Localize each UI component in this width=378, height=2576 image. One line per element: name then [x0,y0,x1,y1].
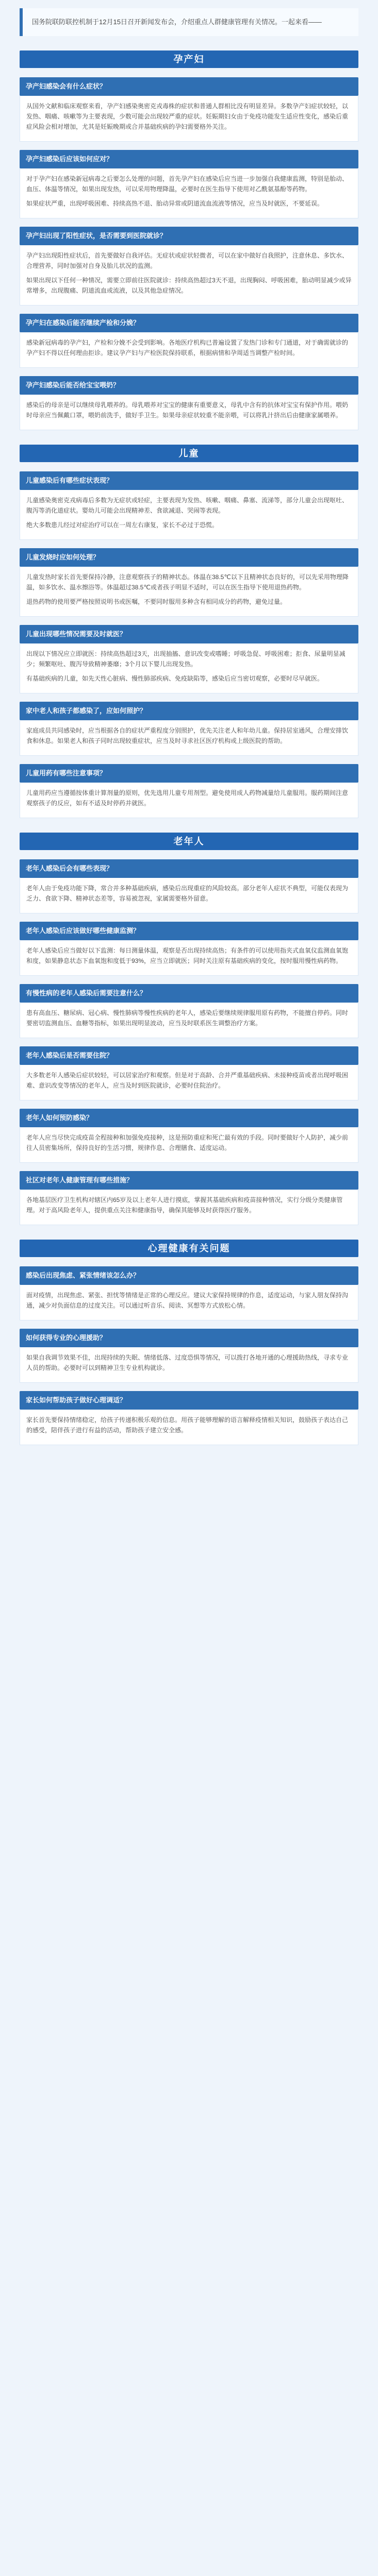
answer-paragraph: 面对疫情，出现焦虑、紧张、担忧等情绪是正常的心理反应。建议大家保持规律的作息，适度运动，与家人朋友保持沟通，减少对负面信息的过度关注。可以通过听音乐、阅读、冥想等方式放松心情。 [26,1292,349,1309]
answer-paragraph: 儿童用药应当遵循按体重计算剂量的原则，优先选用儿童专用剂型。避免使用成人药物减量给儿童服用。服药期间注意观察孩子的反应，如有不适及时停药并就医。 [26,789,349,807]
answer-paragraph: 孕产妇出现阳性症状后，首先要做好自我评估。无症状或症状轻微者，可以在家中做好自我照护，注意休息、多饮水、合理营养，同时加强对自身及胎儿状况的监测。 [26,252,349,269]
question-heading: 儿童发烧时应如何处理？ [20,548,358,567]
answer-body [20,783,358,818]
question-heading: 家中老人和孩子都感染了，应如何照护？ [20,702,358,720]
qa-item [20,376,358,430]
answer-paragraph: 儿童感染奥密克戎病毒后多数为无症状或轻症，主要表现为发热、咳嗽、咽痛、鼻塞、流涕等，部分儿童会出现呕吐、腹泻等消化道症状。婴幼儿可能会出现精神差、食欲减退、哭闹等表现。 [26,497,349,514]
qa-item [20,548,358,617]
answer-body [20,395,358,430]
answer-paragraph: 对于孕产妇在感染新冠病毒之后要怎么处理的问题，首先孕产妇在感染后应当进一步加强自我健康监测，特别是胎动、血压、体温等情况，如果出现发热，可以采用物理降温，必要时在医生指导下使用对乙酰氨基酚等药物。 [26,175,349,193]
answer-paragraph: 老年人感染后应当做好以下监测：每日测量体温，观察是否出现持续高热；有条件的可以使用指夹式血氧仪监测血氧饱和度，如果静息状态下血氧饱和度低于93%，应当立即就医；同时关注原有基础疾病的变化，按时服用慢性病药物。 [26,947,349,964]
answer-paragraph: 感染新冠病毒的孕产妇，产检和分娩不会受到影响。各地医疗机构已普遍设置了发热门诊和专门通道，对于确需就诊的孕产妇不得以任何理由拒诊。建议孕产妇与产检医院保持联系，根据病情和孕周适当调整产检时间。 [26,339,349,357]
answer-paragraph: 家庭成员共同感染时，应当根据各自的症状严重程度分别照护，优先关注老人和年幼儿童。保持居室通风，合理安排饮食和休息。如果老人和孩子同时出现较重症状，应当及时寻求社区医疗机构或上级医院的帮助。 [26,727,349,744]
answer-paragraph: 退热药物的使用要严格按照说明书或医嘱，不要同时服用多种含有相同成分的药物，避免过量。 [26,598,287,605]
qa-item [20,1391,358,1445]
intro-text: 国务院联防联控机制于12月15日召开新闻发布会，介绍重点人群健康管理有关情况。一起来看—— [20,8,358,36]
answer-paragraph: 患有高血压、糖尿病、冠心病、慢性肺病等慢性疾病的老年人，感染后要继续规律服用原有药物，不能擅自停药。同时要密切监测血压、血糖等指标，如果出现明显波动，应当及时联系医生调整治疗方案。 [26,1009,349,1027]
answer-paragraph: 如果出现以下任何一种情况，需要立即前往医院就诊：持续高热超过3天不退，出现胸闷、呼吸困难，胎动明显减少或异常增多，出现腹痛、阴道流血或流液，以及其他急症情况。 [26,277,352,294]
answer-body [20,1410,358,1445]
answer-paragraph: 绝大多数患儿经过对症治疗可以在一周左右康复，家长不必过于恐慌。 [26,521,219,529]
question-heading: 孕产妇感染后能否给宝宝喂奶？ [20,376,358,395]
qa-item [20,314,358,368]
answer-body [20,878,358,913]
article-page [0,8,378,2576]
question-heading: 儿童感染后有哪些症状表现？ [20,471,358,490]
section-banner: 心理健康有关问题 [20,1240,358,1257]
answer-body [20,1003,358,1038]
qa-item [20,1266,358,1320]
question-heading: 社区对老年人健康管理有哪些措施？ [20,1171,358,1190]
question-heading: 儿童用药有哪些注意事项？ [20,764,358,783]
question-heading: 有慢性病的老年人感染后需要注意什么？ [20,984,358,1003]
answer-body [20,643,358,693]
answer-body [20,168,358,218]
qa-item [20,764,358,818]
answer-body [20,940,358,976]
question-heading: 老年人感染后是否需要住院？ [20,1046,358,1065]
question-heading: 如何获得专业的心理援助？ [20,1329,358,1347]
question-heading: 儿童出现哪些情况需要及时就医？ [20,625,358,643]
answer-body [20,1347,358,1383]
qa-item [20,1171,358,1225]
answer-body [20,1190,358,1225]
answer-paragraph: 家长首先要保持情绪稳定，给孩子传递积极乐观的信息。用孩子能够理解的语言解释疫情相关知识，鼓励孩子表达自己的感受，陪伴孩子进行有益的活动，帮助孩子建立安全感。 [26,1416,349,1434]
qa-item [20,859,358,913]
answer-paragraph: 各地基层医疗卫生机构对辖区内65岁及以上老年人进行摸底，掌握其基础疾病和疫苗接种情况，实行分级分类健康管理。对于高风险老年人，提供重点关注和健康指导，确保其能够及时获得医疗服务。 [26,1196,343,1214]
answer-paragraph: 感染后的母亲是可以继续母乳喂养的。母乳喂养对宝宝的健康有重要意义，母乳中含有的抗体对宝宝有保护作用。喂奶时母亲应当佩戴口罩，喂奶前洗手，做好手卫生。如果母亲症状较重不能亲喂，可以将乳汁挤出后由健康家属喂养。 [26,401,349,419]
answer-body [20,1285,358,1320]
qa-item [20,77,358,142]
answer-paragraph: 儿童发热时家长首先要保持冷静，注意观察孩子的精神状态。体温在38.5℃以下且精神状态良好的，可以先采用物理降温，如多饮水、温水擦浴等。体温超过38.5℃或者孩子明显不适时，可以在医生指导下使用退热药物。 [26,573,349,591]
qa-item [20,150,358,218]
question-heading: 孕产妇感染会有什么症状？ [20,77,358,96]
answer-body [20,720,358,756]
answer-paragraph: 有基础疾病的儿童，如先天性心脏病、慢性肺部疾病、免疫缺陷等，感染后应当密切观察，必要时尽早就医。 [26,675,324,682]
section-banner: 孕产妇 [20,50,358,68]
answer-body [20,96,358,142]
qa-item [20,471,358,540]
article-content [20,50,358,1445]
question-heading: 孕产妇出现了阳性症状，是否需要到医院就诊？ [20,227,358,245]
question-heading: 老年人如何预防感染？ [20,1109,358,1127]
answer-paragraph: 如果自我调节效果不佳，出现持续的失眠、情绪低落、过度恐惧等情况，可以拨打各地开通的心理援助热线，寻求专业人员的帮助。必要时可以到精神卫生专业机构就诊。 [26,1354,349,1371]
qa-item [20,1109,358,1163]
question-heading: 孕产妇感染后应该如何应对？ [20,150,358,168]
qa-item [20,227,358,306]
answer-paragraph: 老年人应当尽快完成疫苗全程接种和加强免疫接种，这是预防重症和死亡最有效的手段。同时要做好个人防护，减少前往人员密集场所，保持良好的生活习惯，规律作息、合理膳食、适度运动。 [26,1134,349,1151]
qa-item [20,922,358,976]
answer-body [20,567,358,617]
question-heading: 家长如何帮助孩子做好心理调适？ [20,1391,358,1410]
qa-item [20,702,358,756]
section-banner: 老年人 [20,833,358,850]
answer-body [20,1065,358,1100]
qa-item [20,1329,358,1383]
answer-paragraph: 老年人由于免疫功能下降，常合并多种基础疾病，感染后出现重症的风险较高。部分老年人症状不典型，可能仅表现为乏力、食欲下降、精神状态差等，容易被忽视，家属需要格外留意。 [26,885,349,902]
question-heading: 老年人感染后应该做好哪些健康监测？ [20,922,358,940]
answer-paragraph: 从国外文献和临床观察来看，孕产妇感染奥密克戎毒株的症状和普通人群相比没有明显差异。多数孕产妇症状较轻，以发热、咽痛、咳嗽等为主要表现，少数可能会出现较严重的症状。妊娠期妇女由于免疫功能发生适应性变化，感染后重症风险会相对增加，尤其是妊娠晚期或合并基础疾病的孕妇需要格外关注。 [26,103,349,130]
section-banner: 儿童 [20,445,358,462]
question-heading: 感染后出现焦虑、紧张情绪该怎么办？ [20,1266,358,1285]
answer-paragraph: 如果症状严重，出现呼吸困难、持续高热不退、胎动异常或阴道流血流液等情况，应当及时就医，不要延误。 [26,200,324,207]
qa-item [20,1046,358,1100]
answer-body [20,332,358,368]
qa-item [20,984,358,1038]
question-heading: 老年人感染后会有哪些表现？ [20,859,358,878]
footer-space [20,1453,358,1464]
qa-item [20,625,358,693]
answer-body [20,1127,358,1163]
question-heading: 孕产妇在感染后能否继续产检和分娩？ [20,314,358,332]
answer-body [20,490,358,540]
answer-paragraph: 出现以下情况应立即就医：持续高热超过3天，出现抽搐、意识改变或嗜睡；呼吸急促、呼吸困难；拒食、尿量明显减少；频繁呕吐、腹泻导致精神萎靡；3个月以下婴儿出现发热。 [26,650,346,668]
answer-body [20,245,358,306]
answer-paragraph: 大多数老年人感染后症状较轻，可以居家治疗和观察。但是对于高龄、合并严重基础疾病、未接种疫苗或者出现呼吸困难、意识改变等情况的老年人，应当及时到医院就诊，必要时住院治疗。 [26,1072,349,1089]
